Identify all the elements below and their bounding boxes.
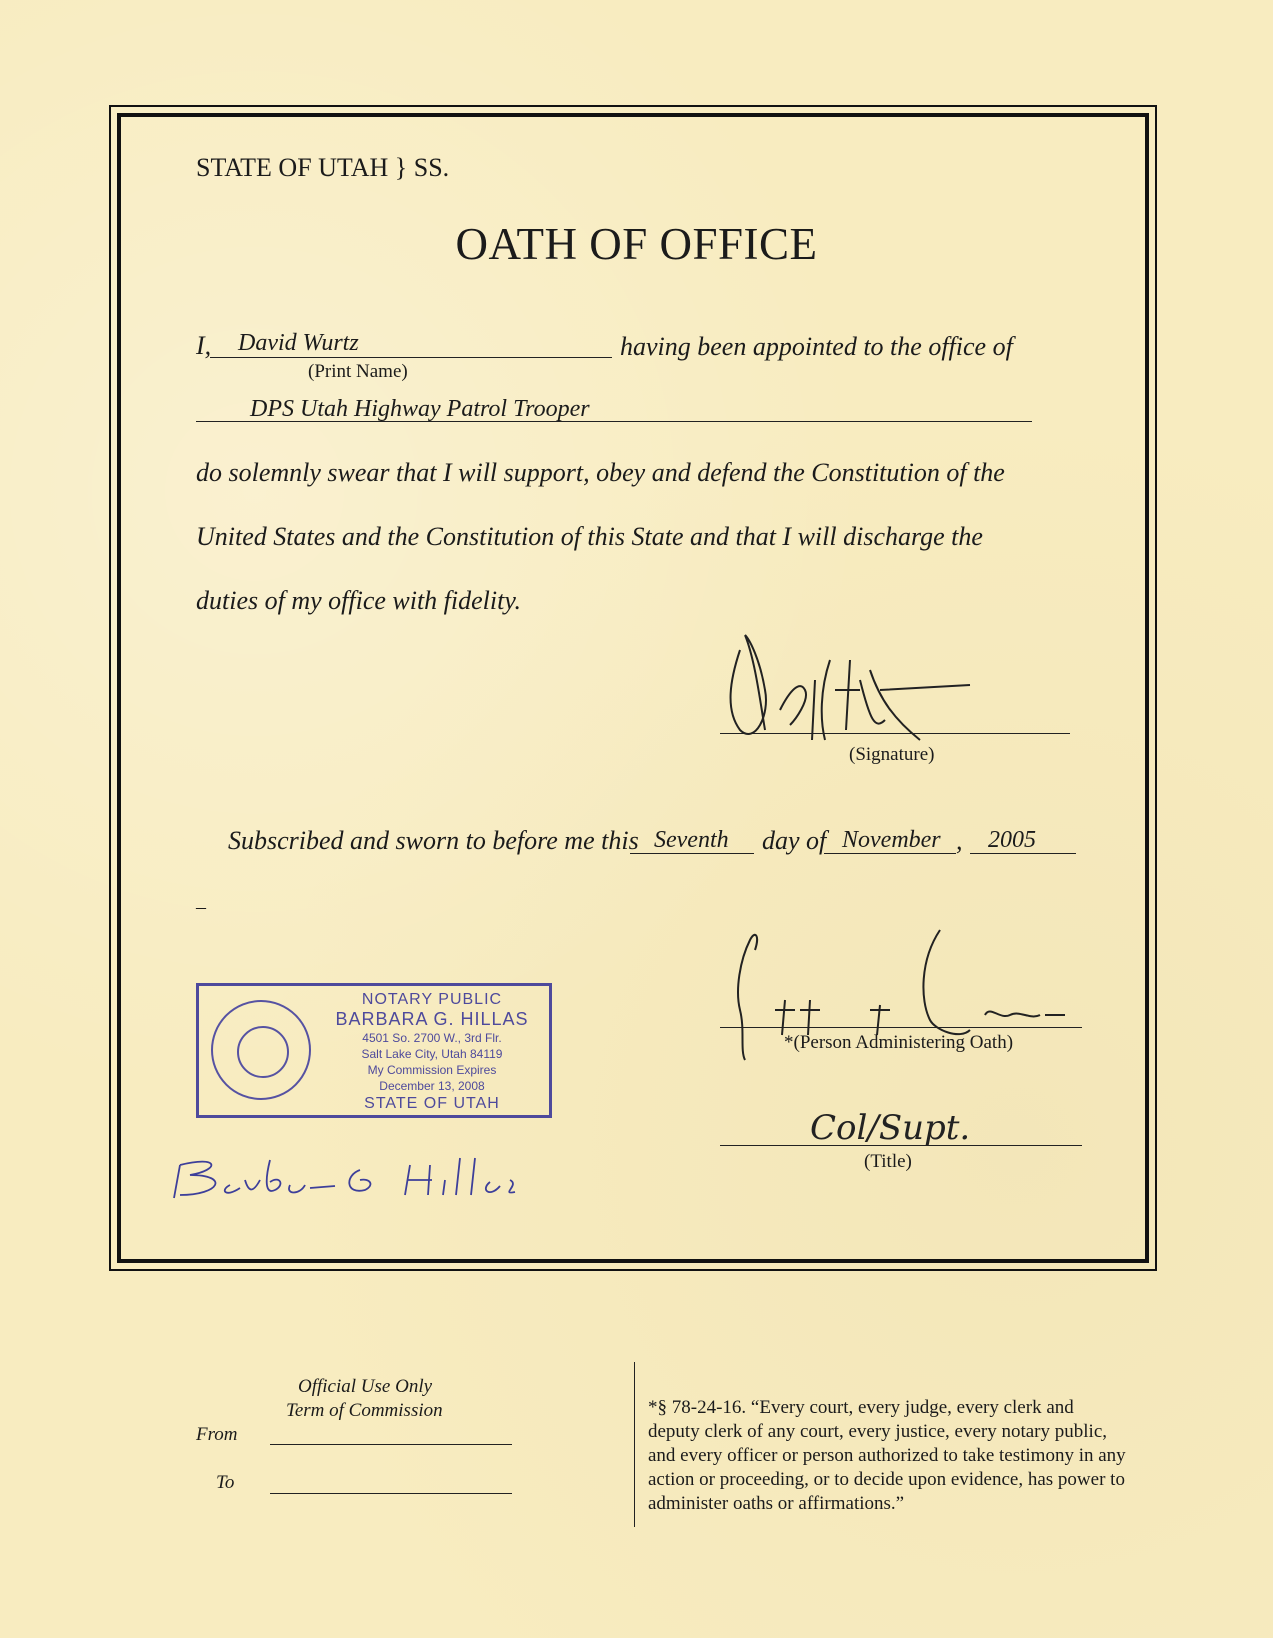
date-comma: , (956, 826, 963, 855)
oath-prefix: I, (196, 331, 212, 360)
from-label: From (196, 1424, 238, 1445)
year-value: 2005 (988, 827, 1036, 853)
office-value: DPS Utah Highway Patrol Trooper (250, 396, 590, 422)
notary-signature-image (160, 1150, 580, 1210)
stamp-line-2: BARBARA G. HILLAS (335, 1009, 529, 1029)
year-line (970, 853, 1076, 854)
stamp-line-4: Salt Lake City, Utah 84119 (361, 1047, 503, 1061)
stamp-line-3: 4501 So. 2700 W., 3rd Flr. (362, 1031, 502, 1045)
month-line (824, 853, 956, 854)
from-line (270, 1444, 512, 1445)
swear-line-1: do solemnly swear that I will support, obey and defend the Constitution of the (196, 458, 1005, 487)
to-label: To (216, 1472, 235, 1493)
office-line (196, 421, 1032, 422)
to-line (270, 1493, 512, 1494)
day-value: Seventh (654, 827, 729, 853)
stamp-line-5: My Commission Expires (367, 1063, 497, 1077)
day-of-text: day of (762, 826, 827, 855)
signature-line (720, 733, 1070, 734)
administrator-caption: *(Person Administering Oath) (784, 1032, 1014, 1053)
statute-footnote: *§ 78-24-16. “Every court, every judge, every clerk and deputy clerk of any court, every justice, every notary public, and every officer or person authorized to take testimony in any action or proceeding, or to decide upon evidence, has power to administer oaths or affirmations.” (648, 1397, 1126, 1514)
stamp-line-7: STATE OF UTAH (364, 1095, 500, 1112)
stamp-line-1: NOTARY PUBLIC (361, 991, 503, 1008)
term-of-commission-heading: Term of Commission (286, 1400, 443, 1421)
title-value: Col/Supt. (810, 1108, 971, 1148)
month-value: November (842, 827, 941, 853)
appointed-text: having been appointed to the office of (620, 332, 1013, 361)
document-title: OATH OF OFFICE (455, 219, 818, 269)
print-name-value: David Wurtz (238, 330, 359, 356)
subscribed-lead: Subscribed and sworn to before me this (228, 826, 639, 855)
stray-dash: – (196, 896, 206, 918)
swear-line-2: United States and the Constitution of this State and that I will discharge the (196, 522, 983, 551)
print-name-caption: (Print Name) (308, 361, 408, 382)
state-line: STATE OF UTAH } SS. (196, 153, 450, 182)
title-caption: (Title) (864, 1151, 912, 1172)
notary-stamp (196, 983, 552, 1118)
print-name-line (210, 357, 612, 358)
stamp-line-6: December 13, 2008 (379, 1079, 485, 1093)
oath-signature-image (720, 620, 980, 760)
footer-divider (634, 1362, 635, 1527)
signature-caption: (Signature) (849, 744, 935, 765)
official-use-heading: Official Use Only (298, 1376, 433, 1397)
swear-line-3: duties of my office with fidelity. (196, 586, 521, 615)
state-seal-icon (211, 1000, 311, 1100)
day-line (630, 853, 754, 854)
title-line (720, 1145, 1082, 1146)
administrator-line (720, 1027, 1082, 1028)
